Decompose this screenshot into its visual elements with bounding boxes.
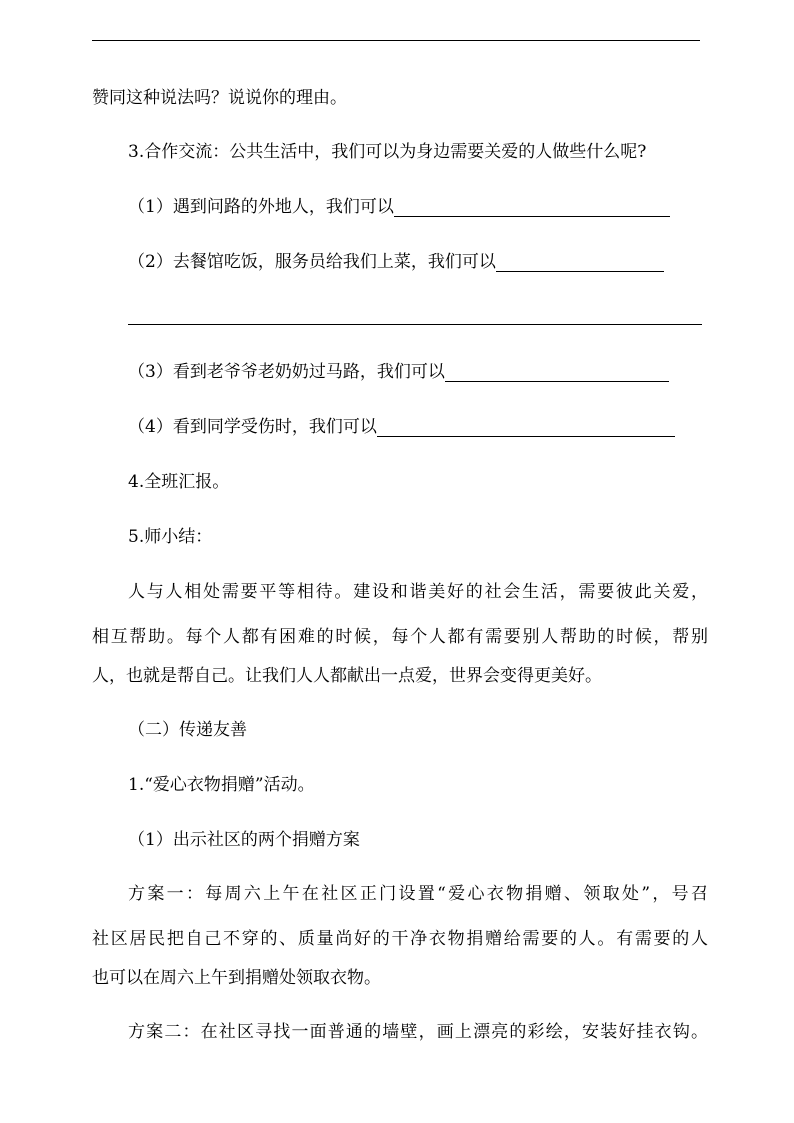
question-4 [128, 417, 675, 437]
summary-line-2-text: 相互帮助。每个人都有困难的时候，每个人都有需要别人帮助的时候，帮别 [92, 627, 708, 647]
answer-blank-1[interactable] [394, 198, 670, 217]
summary-line-3: 人，也就是帮自己。让我们人人都献出一点爱，世界会变得更美好。 [92, 666, 602, 686]
question-2-text: （2）去餐馆吃饭，服务员给我们上菜，我们可以 [128, 252, 496, 272]
answer-blank-4[interactable] [377, 418, 675, 437]
item-5: 5.师小结： [128, 527, 213, 547]
header-rule [92, 40, 700, 41]
plan-1-line-2-text: 社区居民把自己不穿的、质量尚好的干净衣物捐赠给需要的人。有需要的人 [92, 929, 708, 949]
plan-2-line-1 [128, 1022, 708, 1042]
plan-1-line-1 [128, 884, 708, 904]
plan-1-line-3: 也可以在周六上午到捐赠处领取衣物。 [92, 968, 381, 988]
plan-1-line-2 [92, 929, 708, 949]
question-3 [128, 362, 669, 382]
plan-1-line-1-text: 方案一：每周六上午在社区正门设置“爱心衣物捐赠、领取处”，号召 [128, 884, 708, 904]
question-3-text: （3）看到老爷爷老奶奶过马路，我们可以 [128, 362, 445, 382]
sub-item-1: （1）出示社区的两个捐赠方案 [128, 830, 360, 850]
question-4-text: （4）看到同学受伤时，我们可以 [128, 417, 377, 437]
activity-1-heading: 1.“爱心衣物捐赠”活动。 [128, 775, 315, 795]
summary-line-1-text: 人与人相处需要平等相待。建设和谐美好的社会生活，需要彼此关爱， [128, 582, 708, 602]
item-4: 4.全班汇报。 [128, 472, 230, 492]
continuation-line: 赞同这种说法吗？说说你的理由。 [92, 88, 347, 108]
question-2 [128, 252, 664, 272]
question-1-text: （1）遇到问路的外地人，我们可以 [128, 197, 394, 217]
summary-line-2 [92, 627, 708, 647]
item-3-heading: 3.合作交流：公共生活中，我们可以为身边需要关爱的人做些什么呢? [128, 142, 647, 162]
answer-blank-2[interactable] [496, 253, 664, 272]
section-2-heading: （二）传递友善 [128, 720, 247, 740]
summary-line-1 [128, 582, 708, 602]
plan-2-line-1-text: 方案二：在社区寻找一面普通的墙壁，画上漂亮的彩绘，安装好挂衣钩。 [128, 1022, 708, 1042]
answer-blank-3[interactable] [445, 363, 669, 382]
answer-blank-2-continued[interactable] [128, 324, 702, 325]
question-1 [128, 197, 670, 217]
